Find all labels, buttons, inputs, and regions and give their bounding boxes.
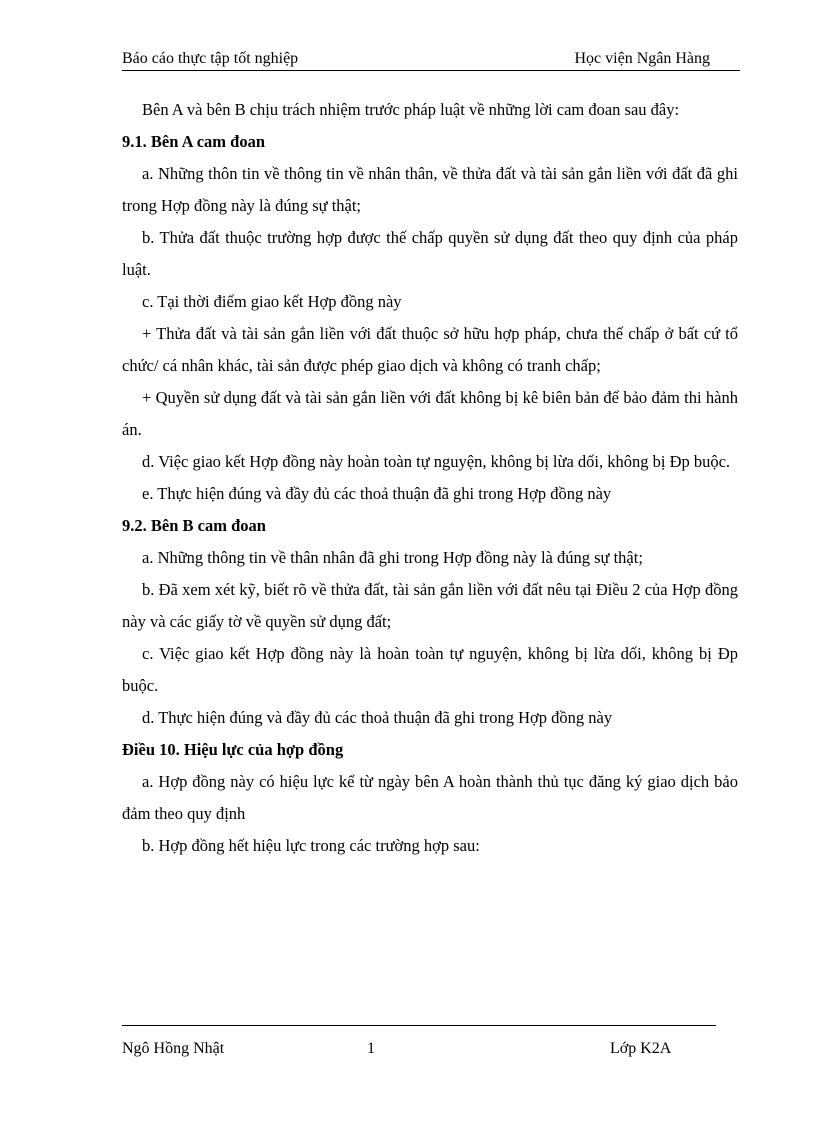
document-body [122, 94, 738, 862]
footer-page-number: 1 [367, 1040, 375, 1057]
section-9-1-item-e: e. Thực hiện đúng và đầy đủ các thoả thuận đã ghi trong Hợp đồng này [142, 484, 612, 503]
section-9-1-heading: 9.1. Bên A cam đoan [122, 132, 266, 151]
section-9-2-item-a: a. Những thông tin về thân nhân đã ghi trong Hợp đồng này là đúng sự thật; [142, 548, 643, 567]
section-9-2-item-d: d. Thực hiện đúng và đầy đủ các thoả thuận đã ghi trong Hợp đồng này [142, 708, 613, 727]
header-report-title: Báo cáo thực tập tốt nghiệp [122, 50, 299, 67]
footer-divider [122, 1025, 716, 1026]
section-9-1-item-c: c. Tại thời điểm giao kết Hợp đồng này [142, 292, 402, 311]
footer-author: Ngô Hồng Nhật [122, 1040, 225, 1057]
page-header [122, 50, 740, 71]
article-10-item-a: a. Hợp đồng này có hiệu lực kể từ ngày bên A hoàn thành thủ tục đăng ký giao dịch bảo đảm theo quy định [122, 772, 738, 823]
section-9-1-item-a: a. Những thôn tin về thông tin về nhân thân, về thửa đất và tài sản gắn liền với đất đã ghi trong Hợp đồng này là đúng sự thật; [122, 164, 738, 215]
section-9-1-item-d: d. Việc giao kết Hợp đồng này hoàn toàn tự nguyện, không bị lừa dối, không bị Đp buộc. [142, 452, 731, 471]
header-institution: Học viện Ngân Hàng [574, 50, 710, 67]
section-9-2-item-c: c. Việc giao kết Hợp đồng này là hoàn toàn tự nguyện, không bị lừa dối, không bị Đp buộc. [122, 644, 738, 695]
article-10-item-b: b. Hợp đồng hết hiệu lực trong các trường hợp sau: [142, 836, 480, 855]
footer-class: Lớp K2A [610, 1040, 672, 1057]
section-9-2-item-b: b. Đã xem xét kỹ, biết rõ về thửa đất, tài sản gắn liền với đất nêu tại Điều 2 của Hợp đồng này và các giấy tờ về quyền sử dụng đất; [122, 580, 738, 631]
section-9-2-heading: 9.2. Bên B cam đoan [122, 516, 266, 535]
page-footer [122, 1040, 716, 1062]
section-9-1-item-c-bullet-2: + Quyền sử dụng đất và tài sản gắn liền với đất không bị kê biên bản để bảo đảm thi hành án. [122, 388, 738, 439]
intro-paragraph: Bên A và bên B chịu trách nhiệm trước pháp luật về những lời cam đoan sau đây: [142, 100, 680, 119]
section-9-1-item-c-bullet-1: + Thửa đất và tài sản gắn liền với đất thuộc sở hữu hợp pháp, chưa thế chấp ở bất cứ tổ chức/ cá nhân khác, tài sản được phép giao dịch và không có tranh chấp; [122, 324, 738, 375]
section-9-1-item-b: b. Thửa đất thuộc trường hợp được thế chấp quyền sử dụng đất theo quy định của pháp luật. [122, 228, 738, 279]
article-10-heading: Điều 10. Hiệu lực của hợp đồng [122, 740, 344, 759]
